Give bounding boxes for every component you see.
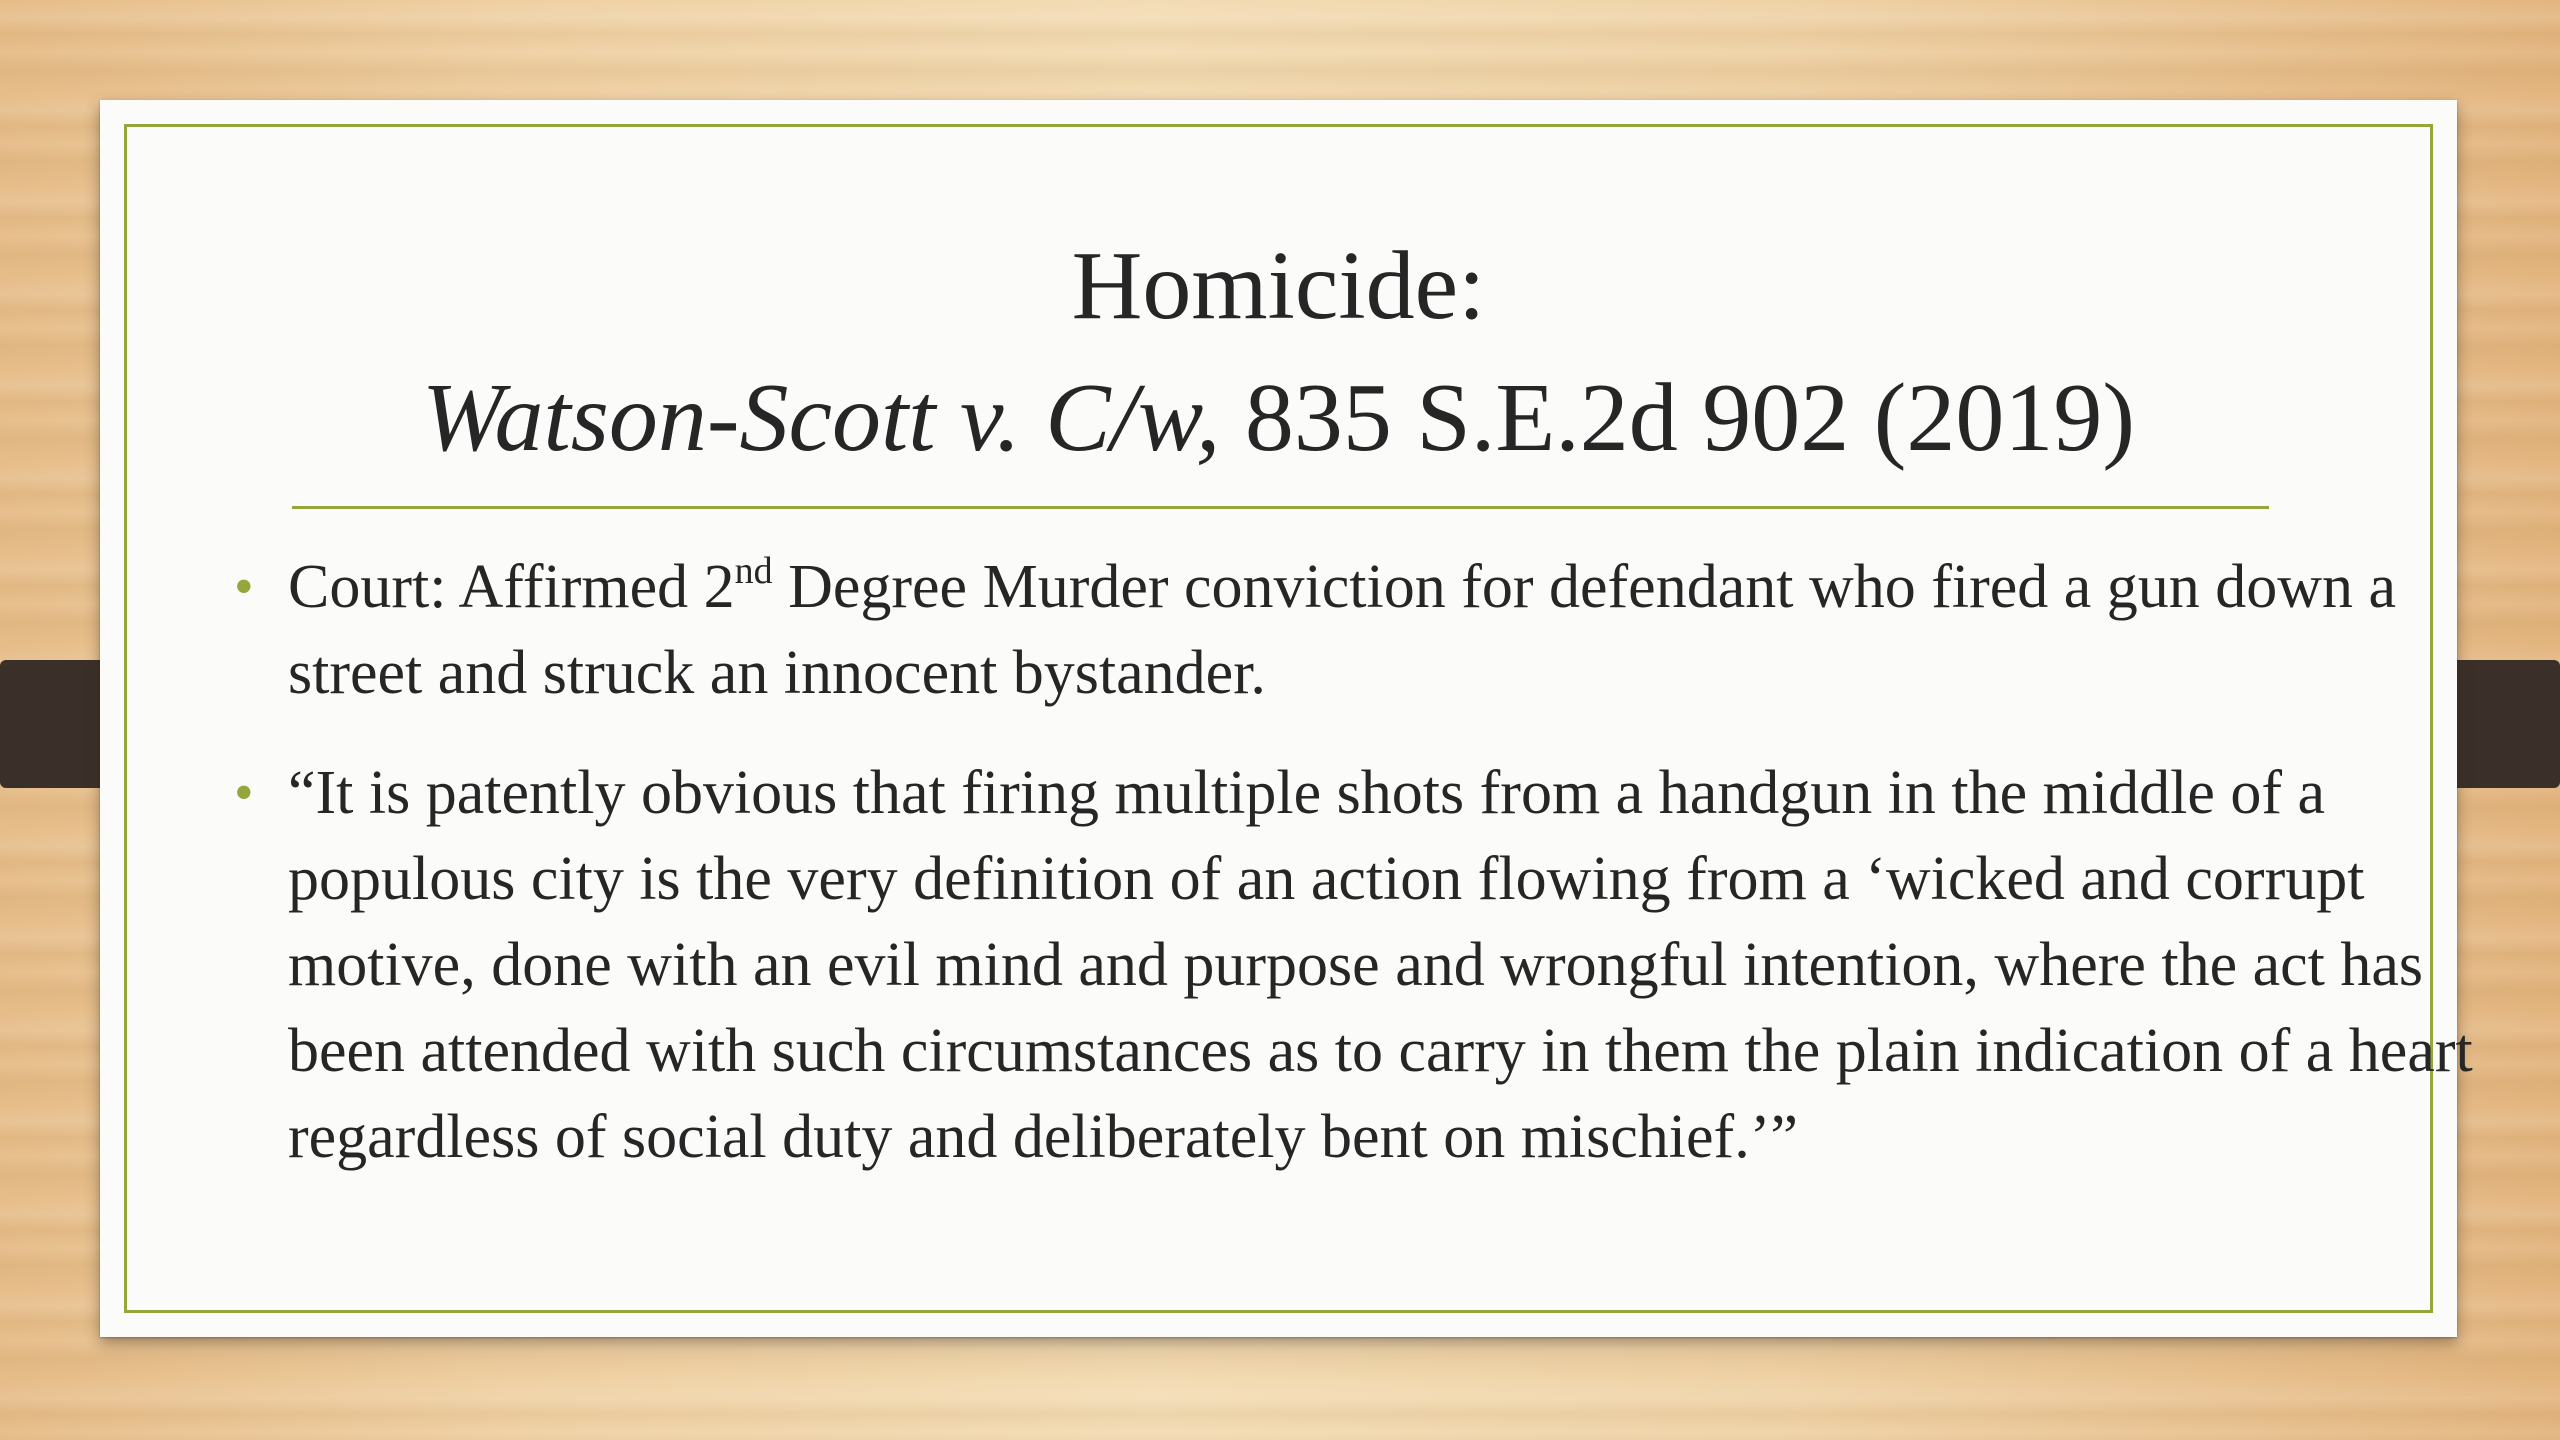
bullet-2-quote: “It is patently obvious that firing multiple shots from a handgun in the middle of a populous city is the very definition of an action flowing from a ‘wicked and corrupt motive, done with an evil mind and purpose and wrongful intention, where the act has been attended with such circumstances as to carry in them the plain indication of a heart regardless of social duty and deliberately bent on mischief.’” xyxy=(288,759,2473,1171)
title-case-name: Watson-Scott v. C/w, xyxy=(421,364,1221,472)
title-citation: 835 S.E.2d 902 (2019) xyxy=(1220,364,2136,472)
slide-title xyxy=(100,220,2457,484)
bullet-icon: • xyxy=(234,556,254,618)
list-item xyxy=(234,544,2498,716)
bullet-1-sup: nd xyxy=(734,550,773,592)
bullet-1-rest: Degree Murder conviction for defendant who fired a gun down a street and struck an innocent bystander. xyxy=(288,553,2397,707)
title-divider xyxy=(292,506,2269,509)
bullet-list xyxy=(234,544,2498,1214)
slide-card xyxy=(100,100,2473,1337)
title-line1: Homicide: xyxy=(1071,232,1486,340)
list-item xyxy=(234,750,2498,1180)
bullet-1-lead: Court: Affirmed 2 xyxy=(288,553,735,621)
bullet-icon: • xyxy=(234,762,254,824)
